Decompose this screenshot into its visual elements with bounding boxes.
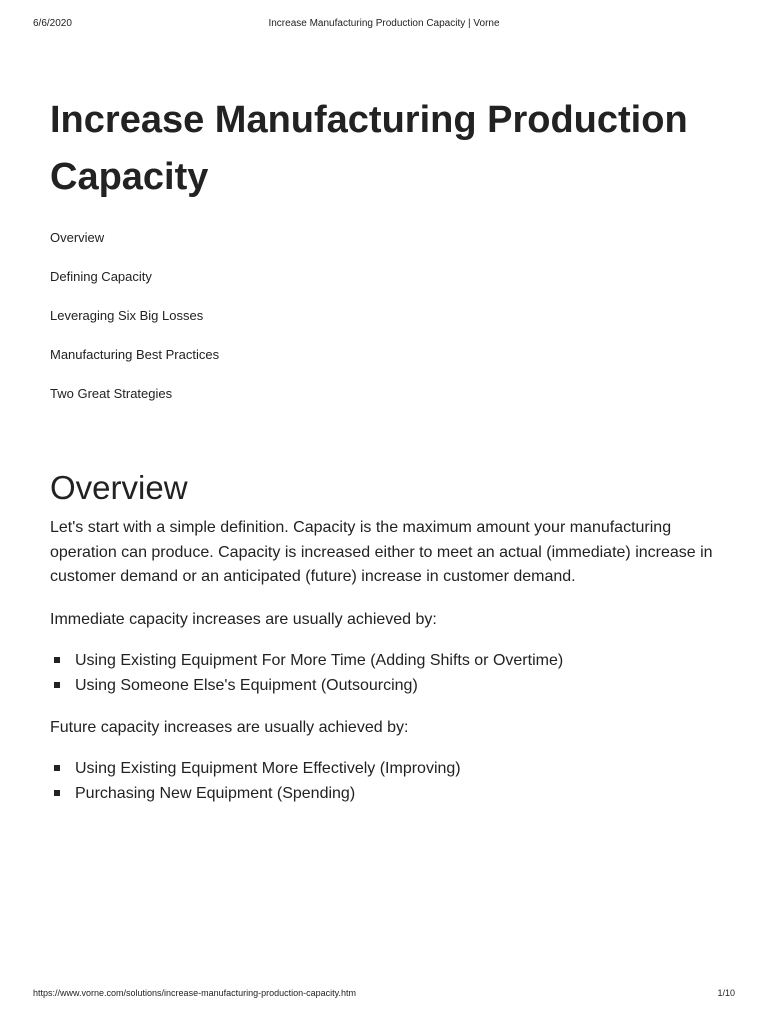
toc-item-defining-capacity[interactable]: Defining Capacity [50,269,152,284]
square-bullet-icon [54,765,60,771]
toc-item-best-practices[interactable]: Manufacturing Best Practices [50,347,220,362]
overview-heading: Overview [50,469,188,506]
page-number: 1/10 [717,988,735,998]
list-item-text: Using Existing Equipment More Effectively (Improving) [75,759,461,777]
square-bullet-icon [54,657,60,663]
list-item [50,756,730,781]
overview-paragraph: Let's start with a simple definition. Capacity is the maximum amount your manufacturing operation can produce. Capacity is increased either to meet an actual (immediate) increase in customer demand or an anticipated (future) increase in customer demand. [50,519,713,585]
future-list [50,756,730,806]
toc-item-two-great-strategies[interactable]: Two Great Strategies [50,386,173,401]
page-url: https://www.vorne.com/solutions/increase-manufacturing-production-capacity.htm [33,988,356,998]
list-item-text: Using Someone Else's Equipment (Outsourcing) [75,676,418,694]
list-item [50,648,730,673]
toc-item-overview[interactable]: Overview [50,230,105,245]
immediate-intro: Immediate capacity increases are usually achieved by: [50,610,437,628]
list-item-text: Using Existing Equipment For More Time (Adding Shifts or Overtime) [75,651,564,669]
future-intro: Future capacity increases are usually achieved by: [50,718,409,736]
list-item [50,781,730,806]
print-footer [33,988,735,1002]
print-date: 6/6/2020 [33,18,72,29]
toc-item-six-big-losses[interactable]: Leveraging Six Big Losses [50,308,204,323]
square-bullet-icon [54,682,60,688]
list-item-text: Purchasing New Equipment (Spending) [75,784,356,802]
immediate-list [50,648,730,698]
list-item [50,673,730,698]
article-content [50,92,730,806]
page-title: Increase Manufacturing Production Capacity [50,99,688,198]
print-header [33,18,735,32]
square-bullet-icon [54,790,60,796]
table-of-contents [50,230,730,402]
print-document-title: Increase Manufacturing Production Capacity | Vorne [268,18,500,29]
